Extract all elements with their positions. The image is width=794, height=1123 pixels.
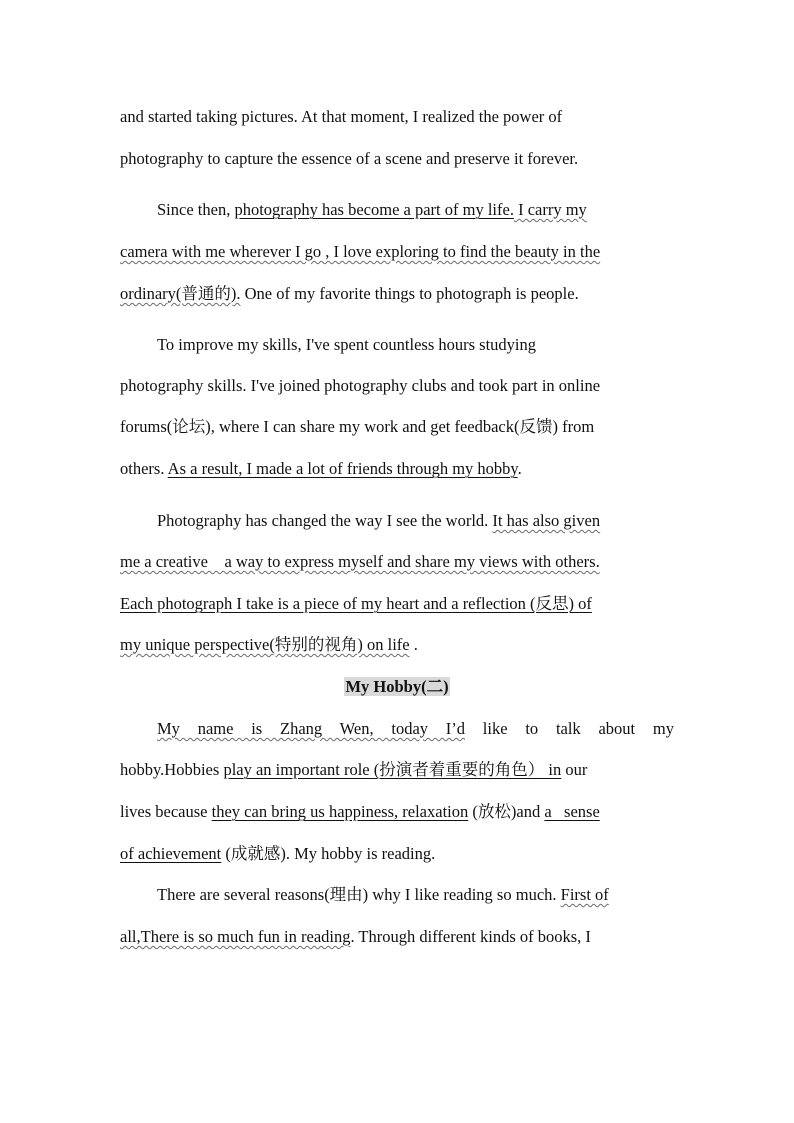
paragraph-b-line-2: camera with me wherever I go , I love exploring to find the beauty in the [120,242,601,261]
underlined-phrase: a sense [544,802,600,821]
underlined-phrase: photography has become a part of my life. [234,200,514,219]
text-segment: lives because [120,802,212,821]
section-title [0,675,794,699]
text-segment: . [409,635,418,654]
paragraph-f-line-2 [120,925,674,949]
underlined-phrase: As a result, I made a lot of friends through my hobby [167,459,518,478]
wavy-underlined-phrase: all,There is so much fun in reading [120,927,351,946]
wavy-underlined-phrase: My name is Zhang Wen, today I’d [157,719,466,738]
paragraph-d-line-2: me a creative a way to express myself and share my views with others. [120,552,600,571]
text-segment: our [561,760,588,779]
paragraph-c-line-3: forums(论坛), where I can share my work and get feedback(反馈) from [120,417,595,436]
wavy-underlined-phrase: my unique perspective(特别的视角) on life [120,635,410,654]
paragraph-b-line-1 [157,198,674,222]
paragraph-e-line-4 [120,842,674,866]
section-title-text: My Hobby(二) [345,677,449,696]
text-segment: Since then, [157,200,235,219]
wavy-underlined-phrase: First of [560,885,609,904]
text-segment: (放松)and [468,802,545,821]
paragraph-b-line-3 [120,282,674,306]
text-segment: (成就感). My hobby is reading. [221,844,436,863]
paragraph-a-line-1: and started taking pictures. At that moment, I realized the power of [120,107,563,126]
paragraph-e-line-3 [120,800,674,824]
underlined-phrase: (扮演者着重要的角色） in [369,760,562,779]
paragraph-d-line-4 [120,633,674,657]
text-segment: . [517,459,522,478]
text-segment: Photography has changed the way I see the world. [157,511,493,530]
paragraph-a-line-2: photography to capture the essence of a scene and preserve it forever. [120,149,579,168]
paragraph-d-line-1 [157,509,674,533]
underlined-phrase: play an important role [223,760,370,779]
paragraph-c-line-1: To improve my skills, I've spent countless hours studying [157,335,537,354]
paragraph-e-line-1 [157,717,674,741]
wavy-underlined-phrase: It has also given [492,511,601,530]
underlined-phrase: of achievement [120,844,222,863]
paragraph-f-line-1 [157,883,674,907]
text-segment: One of my favorite things to photograph is people. [240,284,579,303]
paragraph-d-line-3: Each photograph I take is a piece of my heart and a reflection (反思) of [120,594,592,613]
paragraph-c-line-2: photography skills. I've joined photography clubs and took part in online [120,376,601,395]
text-segment: like to talk about my [465,719,674,738]
text-segment: . Through different kinds of books, I [350,927,591,946]
underlined-phrase: they can bring us happiness, relaxation [211,802,469,821]
paragraph-e-line-2 [120,758,674,782]
text-segment: There are several reasons(理由) why I like reading so much. [157,885,561,904]
wavy-underlined-phrase: I carry my [513,200,587,219]
text-segment: others. [120,459,168,478]
paragraph-c-line-4 [120,457,674,481]
wavy-underlined-phrase: ordinary(普通的). [120,284,241,303]
text-segment: hobby.Hobbies [120,760,224,779]
